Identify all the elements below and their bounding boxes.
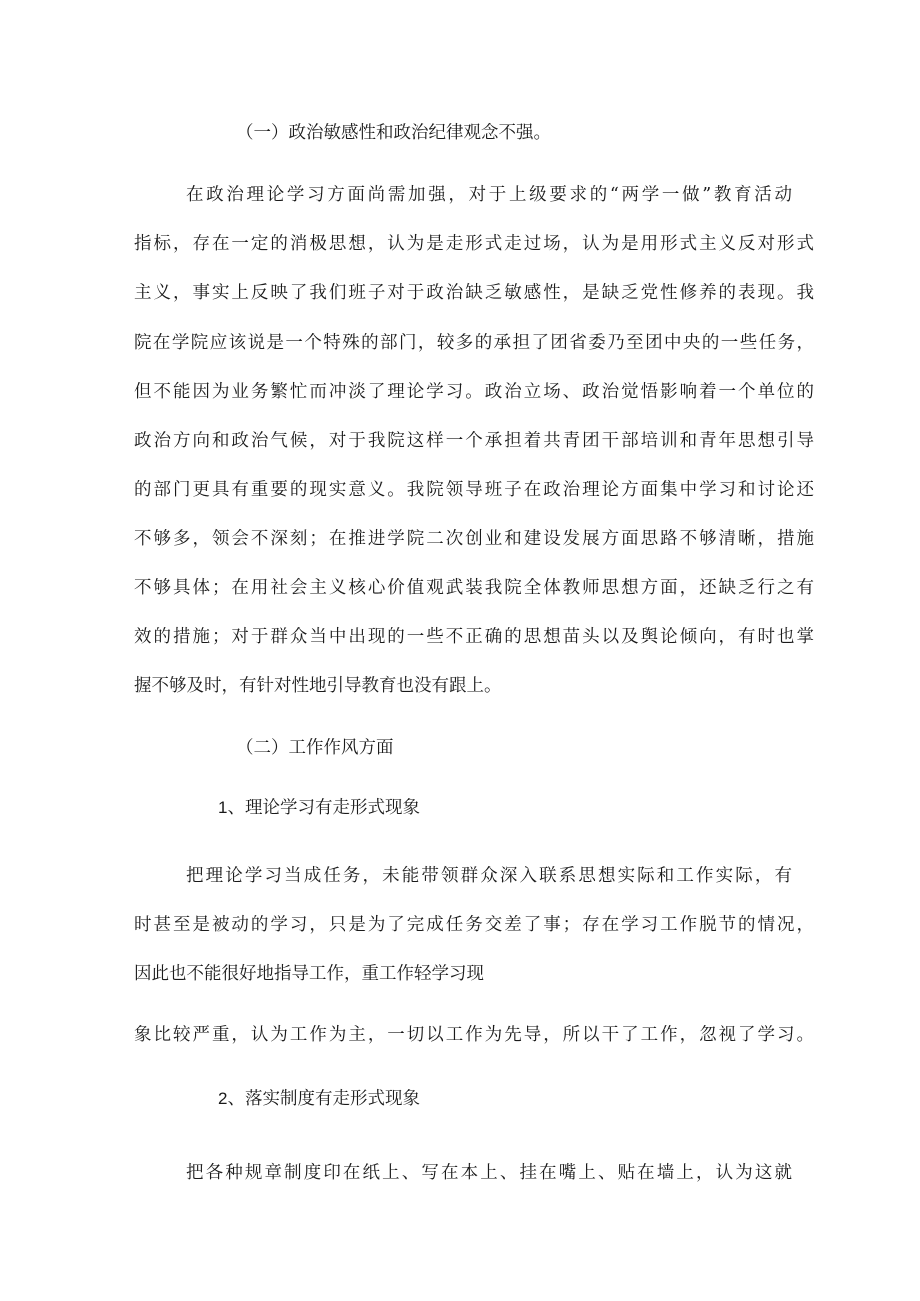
paragraph-line: 指标，存在一定的消极思想，认为是走形式走过场，认为是用形式主义反对形式 bbox=[134, 234, 814, 254]
paragraph-line: 象比较严重，认为工作为主，一切以工作为先导，所以干了工作，忽视了学习。 bbox=[134, 1025, 814, 1045]
paragraph-line: 院在学院应该说是一个特殊的部门，较多的承担了团省委乃至团中央的一些任务， bbox=[134, 333, 814, 353]
paragraph-line: 时甚至是被动的学习，只是为了完成任务交差了事；存在学习工作脱节的情况， bbox=[134, 915, 814, 935]
subheading-title: 、理论学习有走形式现象 bbox=[227, 798, 420, 818]
subheading-2 bbox=[218, 1088, 420, 1110]
paragraph-line: 在政治理论学习方面尚需加强，对于上级要求的“两学一做”教育活动 bbox=[186, 185, 792, 205]
paragraph-line: 把理论学习当成任务，未能带领群众深入联系思想实际和工作实际，有 bbox=[186, 866, 792, 886]
subheading-title: 、落实制度有走形式现象 bbox=[227, 1089, 420, 1109]
subheading-number: 2 bbox=[218, 1089, 228, 1108]
paragraph-line: 把各种规章制度印在纸上、写在本上、挂在嘴上、贴在墙上，认为这就 bbox=[186, 1163, 792, 1183]
paragraph-line: 握不够及时，有针对性地引导教育也没有跟上。 bbox=[134, 676, 502, 696]
section-heading-2: （二）工作作风方面 bbox=[236, 738, 394, 758]
subheading-1 bbox=[218, 797, 420, 819]
paragraph-line: 效的措施；对于群众当中出现的一些不正确的思想苗头以及舆论倾向，有时也掌 bbox=[134, 627, 814, 647]
paragraph-line: 不够具体；在用社会主义核心价值观武装我院全体教师思想方面，还缺乏行之有 bbox=[134, 578, 814, 598]
paragraph-line: 不够多，领会不深刻；在推进学院二次创业和建设发展方面思路不够清晰，措施 bbox=[134, 529, 814, 549]
paragraph-line: 主义，事实上反映了我们班子对于政治缺乏敏感性，是缺乏党性修养的表现。我 bbox=[134, 283, 814, 303]
paragraph-line: 的部门更具有重要的现实意义。我院领导班子在政治理论方面集中学习和讨论还 bbox=[134, 480, 814, 500]
paragraph-line: 因此也不能很好地指导工作，重工作轻学习现 bbox=[134, 964, 484, 984]
subheading-number: 1 bbox=[218, 798, 228, 817]
section-heading-1: （一）政治敏感性和政治纪律观念不强。 bbox=[236, 123, 551, 143]
paragraph-line: 政治方向和政治气候，对于我院这样一个承担着共青团干部培训和青年思想引导 bbox=[134, 431, 814, 451]
paragraph-line: 但不能因为业务繁忙而冲淡了理论学习。政治立场、政治觉悟影响着一个单位的 bbox=[134, 382, 814, 402]
